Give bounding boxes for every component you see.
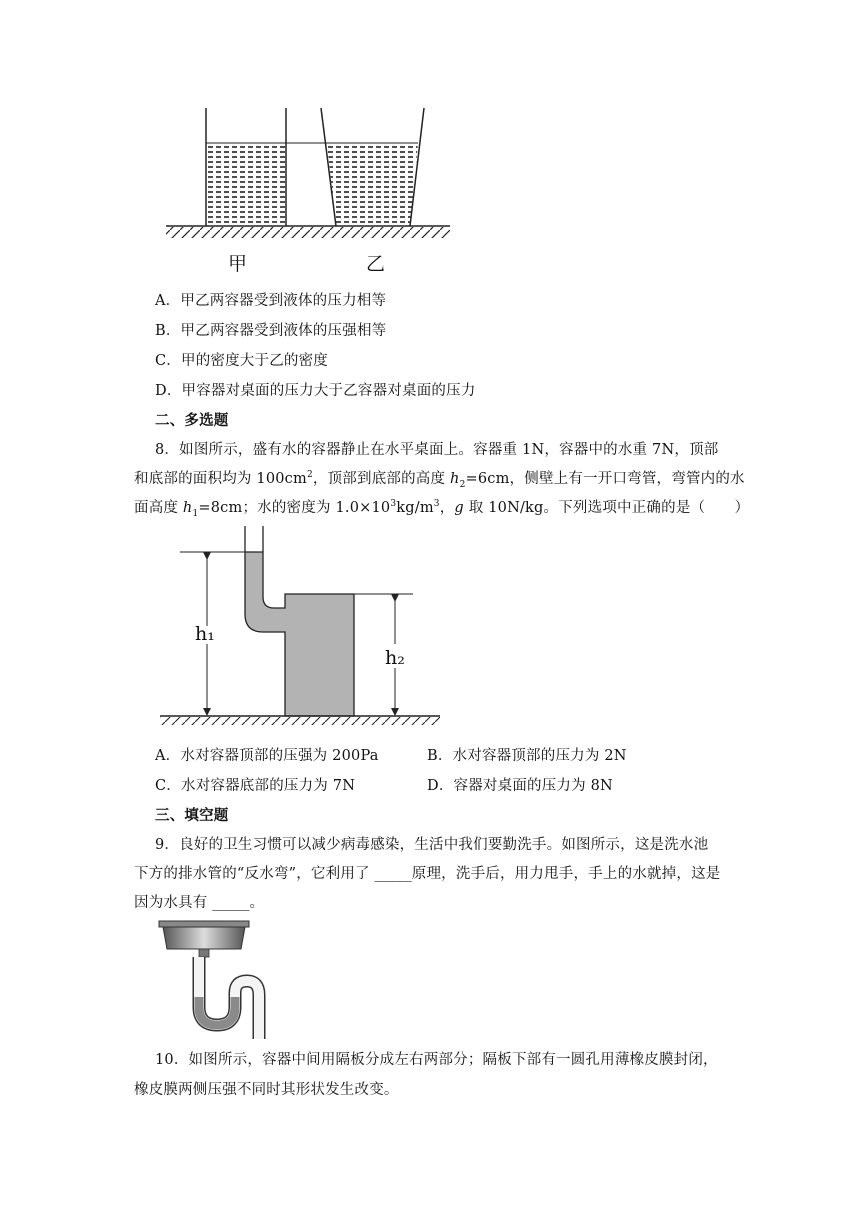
container-yi-liquid	[327, 144, 418, 226]
q10-text-line1: 10．如图所示，容器中间用隔板分成左右两部分；隔板下部有一圆孔用薄橡皮膜封闭，	[155, 1052, 718, 1068]
q10-text-line2: 橡皮膜两侧压强不同时其形状发生改变。	[134, 1082, 399, 1098]
section-heading-multiple-choice: 二、多选题	[155, 412, 229, 429]
water-shape	[245, 552, 354, 716]
label-h1: h₁	[195, 623, 215, 645]
q8-text-line3: 面高度 $h_1=8cm$；水的密度为 $1.0\times 10^3kg/m^3$，g 取 10N/kg。下列选项中正确的是（ ）	[134, 499, 750, 519]
figure-container-with-bent-tube	[155, 522, 445, 727]
q7-option-d: D．甲容器对桌面的压力大于乙容器对桌面的压力	[155, 383, 476, 399]
q8-text-line1: 8．如图所示，盛有水的容器静止在水平桌面上。容器重 1N，容器中的水重 7N，顶部	[155, 442, 719, 458]
q8-option-a: A．水对容器顶部的压强为 200Pa	[155, 748, 379, 764]
figure-sink-trap	[155, 915, 270, 1045]
q9-text-line1: 9．良好的卫生习惯可以减少病毒感染，生活中我们要勤洗手。如图所示，这是洗水池	[155, 837, 709, 853]
label-yi: 乙	[366, 253, 386, 275]
figure-two-containers	[160, 100, 460, 280]
q8-option-c: C．水对容器底部的压力为 7N	[155, 778, 356, 794]
q7-option-b: B．甲乙两容器受到液体的压强相等	[155, 323, 387, 339]
label-jia: 甲	[228, 253, 248, 275]
q7-option-c: C．甲的密度大于乙的密度	[155, 353, 328, 369]
q8-text-line2: 和底部的面积均为 $100cm^2$，顶部到底部的高度 $h_2=6cm$，侧壁上有一开口弯管，弯管内的水	[134, 470, 745, 490]
label-h2: h₂	[385, 647, 405, 669]
q9-text-line3: 因为水具有 _____。	[134, 895, 265, 911]
q8-option-d: D．容器对桌面的压力为 8N	[427, 778, 613, 794]
q8-option-b: B．水对容器顶部的压力为 2N	[427, 748, 627, 764]
q7-option-a: A．甲乙两容器受到液体的压力相等	[155, 293, 387, 309]
q9-text-line2: 下方的排水管的“反水弯”，它利用了 _____原理，洗手后，用力甩手，手上的水就掉，这是	[134, 866, 721, 882]
section-heading-fill-in: 三、填空题	[155, 807, 229, 824]
container-jia-liquid	[206, 144, 286, 226]
